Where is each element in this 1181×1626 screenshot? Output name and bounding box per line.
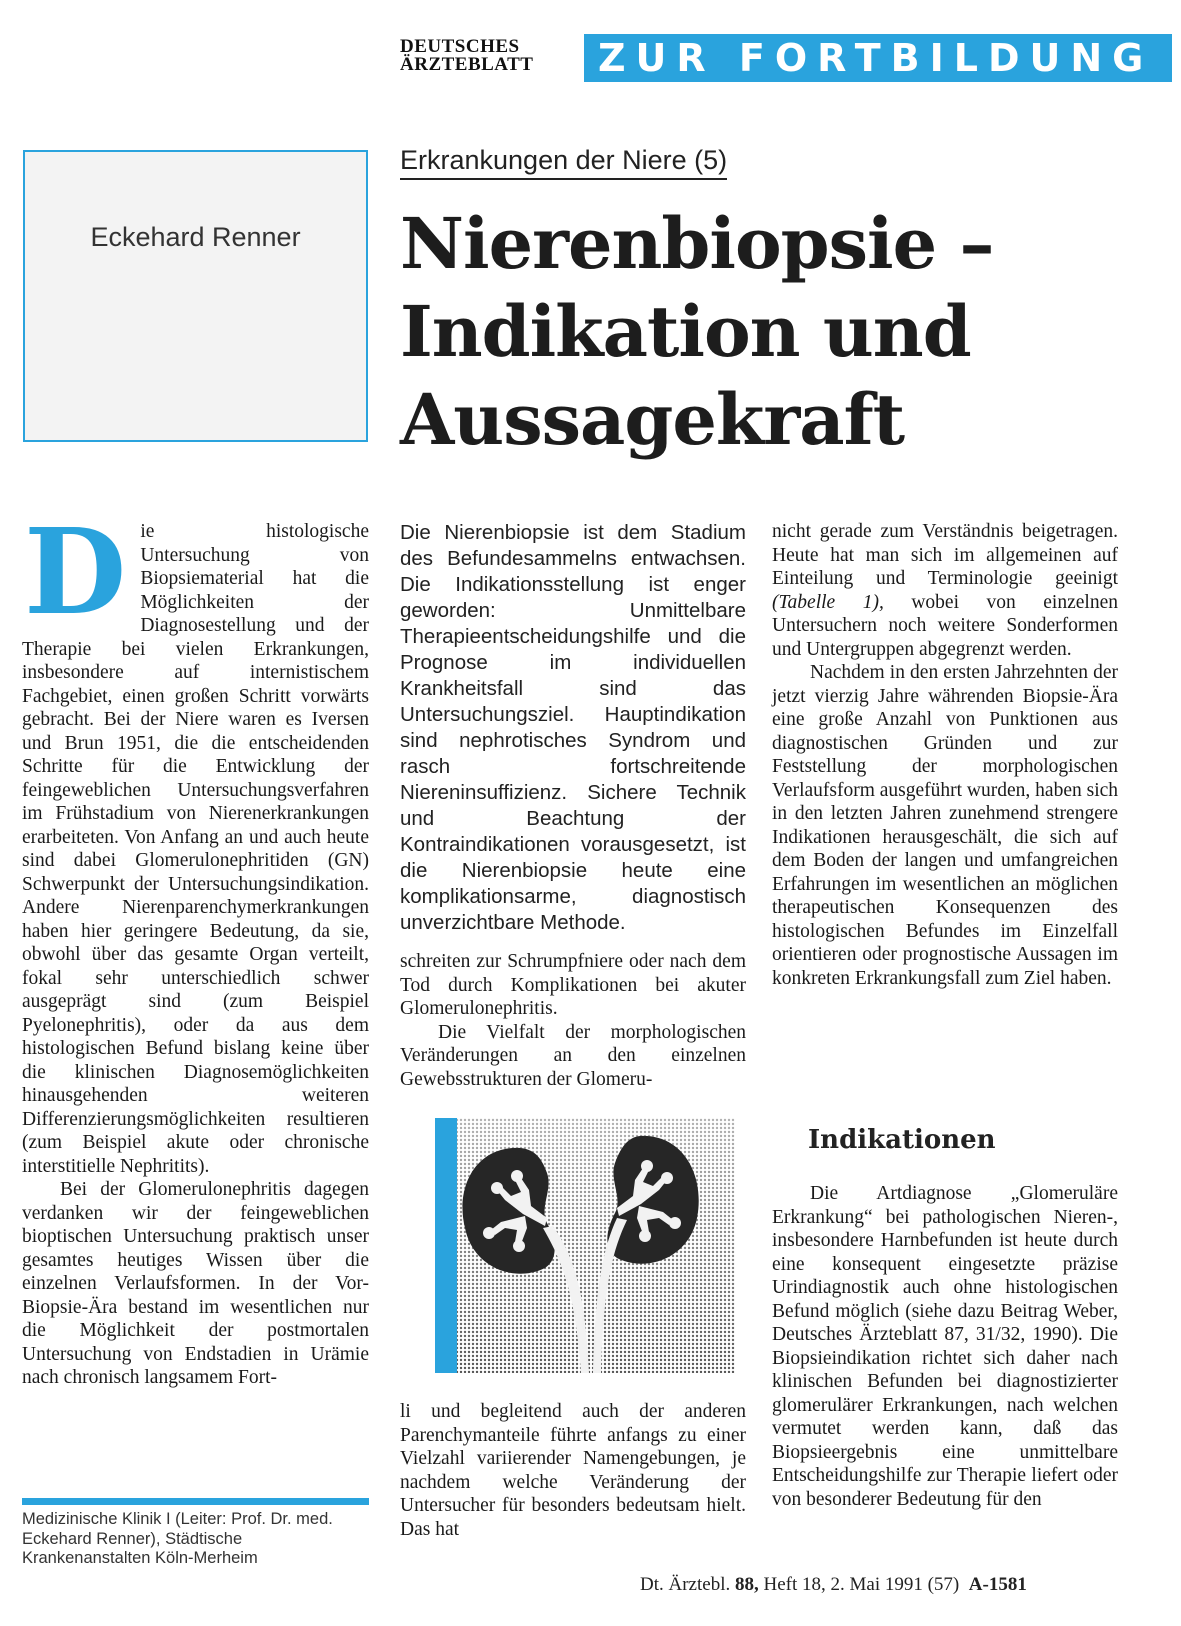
paragraph: li und begleitend auch der anderen Parenchymanteile führte anfangs zu einer Vielzahl variierender Namengebungen, je nachdem welche Veränderung der Untersucher für besonders bedeutsam hielt. Das hat — [400, 1401, 746, 1540]
footer-journal: Dt. Ärztebl. — [640, 1574, 731, 1595]
paragraph-text: ie histologische Untersuchung von Biopsiematerial hat die Möglichkeiten der Diagnosestellung und der Therapie bei vielen Erkrankungen, insbesondere auf internistischem Fachgebiet, einen großen Schritt vorwärts gebracht. Bei der Niere waren es Iversen und Brun 1951, die die entscheidenden Schritte für die Entwicklung der feingeweblichen Untersuchungsverfahren im Frühstadium von Nierenerkrankungen erarbeiteten. Von Anfang an und auch heute sind dabei Glomerulonephritiden (GN) Schwerpunkt der Untersuchungsindikation. Andere Nierenparenchymerkrankungen haben hier geringere Bedeutung, da sie, obwohl über das gesamte Organ verteilt, fokal sehr unterschiedlich schwer ausgeprägt sind (zum Beispiel Pyelonephritis), oder da aus dem histologischen Befund bislang keine über die klinischen Diagnosemöglichkeiten hinausgehenden weiteren Differenzierungsmöglichkeiten resultieren (zum Beispiel akute oder chronische interstitielle Nephritits). — [22, 521, 369, 1177]
paragraph: Die Artdiagnose „Glomeruläre Erkrankung“ bei pathologischen Nieren-, insbesondere Harnbefunden ist heute durch eine konsequent eingesetzte präzise Urindiagnostik auch ohne histologischen Befund möglich (siehe dazu Beitrag Weber, Deutsches Ärzteblatt 87, 31/32, 1990). Die Biopsieindikation richtet sich daher nach klinischen Befunden bei diagnostizierter glomerulärer Erkrankungen, nach welchen vermutet werden kann, daß das Biopsieergebnis eine unmittelbare Entscheidungshilfe zur Therapie liefert oder von besonderer Bedeutung für den — [772, 1183, 1118, 1510]
paragraph-text: nicht gerade zum Verständnis beigetragen. Heute hat man sich im allgemeinen auf Einteilung und Terminologie geeinigt — [772, 521, 1118, 589]
author-box — [23, 150, 368, 442]
paragraph: Nachdem in den ersten Jahrzehnten der jetzt vierzig Jahre währenden Biopsie-Ära eine große Anzahl von Punktionen aus diagnostischen Gründen und zur Feststellung der morphologischen Verlaufsform ausgeführt wurden, haben sich in den letzten Jahren zunehmend strengere Indikationen herausgeschält, die sich auf dem Boden der langen und umfangreichen Erfahrungen im wesentlichen an möglichen therapeutischen Konsequenzen des histologischen Befundes im Einzelfall orientieren oder prognostische Aussagen im konkreten Erkrankungsfall zum Ziel haben. — [772, 662, 1119, 989]
article-title — [400, 200, 1160, 464]
paragraph — [22, 502, 369, 1178]
footer-page-number: A-1581 — [968, 1574, 1027, 1595]
footer-issue: Heft 18, 2. Mai 1991 (57) — [763, 1574, 960, 1595]
paragraph: Bei der Glomerulonephritis dagegen verdanken wir der feingeweblichen bioptischen Untersuchung praktisch unser gesamtes heutiges Wissen über die einzelnen Verlaufsformen. In der Vor-Biopsie-Ära bestand im wesentlichen nur die Möglichkeit der postmortalen Untersuchung von Endstadien in Urämie nach chronisch langsamem Fort- — [22, 1179, 369, 1388]
masthead-line1: DEUTSCHES — [400, 36, 520, 57]
drop-cap: D — [24, 502, 127, 641]
body-column-3-top — [772, 520, 1118, 990]
paragraph — [772, 520, 1118, 661]
section-heading: Indikationen — [808, 1125, 996, 1155]
body-column-3-bottom — [772, 1182, 1118, 1511]
paragraph: Die Vielfalt der morphologischen Veränderungen an den einzelnen Gewebsstrukturen der Glomeru- — [400, 1021, 746, 1090]
abstract: Die Nierenbiopsie ist dem Stadium des Befundesammelns entwachsen. Die Indikationsstellung ist enger geworden: Unmittelbare Therapieentscheidungshilfe und die Prognose im individuellen Krankheitsfall sind das Untersuchungsziel. Hauptindikation sind nephrotisches Syndrom und rasch fortschreitende Niereninsuffizienz. Sichere Technik und Beachtung der Kontraindikationen vorausgesetzt, ist die Nierenbiopsie heute eine komplikationsarme, diagnostisch unverzichtbare Methode. — [400, 521, 746, 934]
title-line-3: Aussagekraft — [400, 378, 905, 461]
affiliation-footnote: Medizinische Klinik I (Leiter: Prof. Dr. med. Eckehard Renner), Städtische Krankenanstalten Köln-Merheim — [22, 1510, 333, 1567]
paragraph: schreiten zur Schrumpfniere oder nach dem Tod durch Komplikationen bei akuter Glomerulonephritis. — [400, 951, 746, 1019]
journal-masthead — [400, 38, 575, 74]
paragraph-text: wobei von einzelnen Untersuchern noch weitere Sonderformen und Untergruppen abgegrenzt werden. — [772, 591, 1118, 660]
series-title: Erkrankungen der Niere (5) — [400, 145, 727, 180]
body-column-2-bottom — [400, 1400, 746, 1541]
masthead-line2: ÄRZTEBLATT — [400, 54, 534, 75]
kidney-illustration — [435, 1118, 735, 1373]
body-column-1 — [22, 502, 369, 1390]
footer-volume: 88, — [734, 1574, 759, 1595]
title-line-1: Nierenbiopsie – — [400, 202, 994, 285]
author-name: Eckehard Renner — [90, 222, 301, 252]
body-column-2-top — [400, 950, 746, 1091]
table-reference: (Tabelle 1), — [772, 591, 884, 613]
page-footer — [640, 1574, 1027, 1596]
section-banner: ZUR FORTBILDUNG — [584, 34, 1172, 82]
footnote-rule — [22, 1498, 369, 1505]
title-line-2: Indikation und — [400, 290, 971, 373]
